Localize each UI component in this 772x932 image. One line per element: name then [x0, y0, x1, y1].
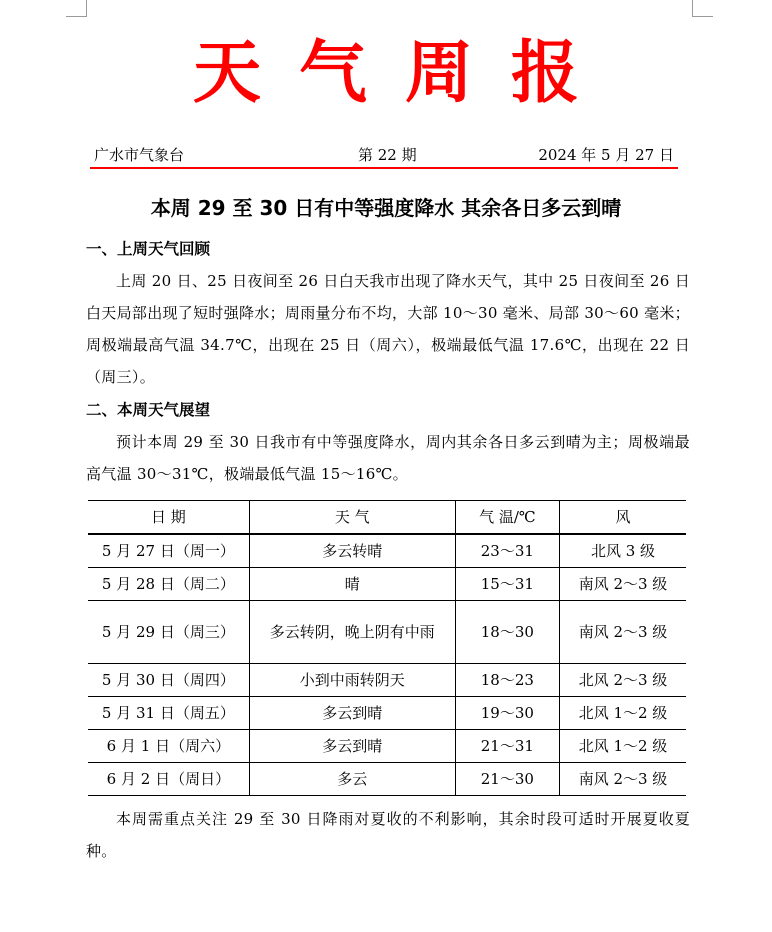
issue-number: 第 22 期: [358, 146, 417, 164]
cell-weather: 小到中雨转阴天: [249, 664, 455, 697]
review-text: 上周 20 日、25 日夜间至 26 日白天我市出现了降水天气，其中 25 日夜间至 26 日白天局部出现了短时强降水；周雨量分布不均，大部 10～30 毫米、局部 30～60 毫米；周极端最高气温 34.7℃，出现在 25 日（周六），极端最低气温 17.6℃，出现在 22 日（周三）。: [86, 272, 690, 386]
cell-weather: 多云到晴: [249, 730, 455, 763]
headline: 本周 29 至 30 日有中等强度降水 其余各日多云到晴: [150, 196, 622, 220]
table-row: [88, 697, 686, 730]
table-row: [88, 664, 686, 697]
cell-date: 5 月 27 日（周一）: [88, 534, 249, 568]
cell-temp: 23～31: [455, 534, 559, 568]
cell-temp: 19～30: [455, 697, 559, 730]
cell-weather: 多云到晴: [249, 697, 455, 730]
cell-temp: 21～31: [455, 730, 559, 763]
cell-temp: 15～31: [455, 568, 559, 601]
cell-temp: 21～30: [455, 763, 559, 796]
cell-wind: 南风 2～3 级: [560, 601, 687, 664]
cell-date: 5 月 28 日（周二）: [88, 568, 249, 601]
header-temp: 气 温/℃: [455, 501, 559, 535]
cell-weather-text: 多云转阴，晚上阴有中雨: [269, 623, 435, 641]
table-row: [88, 763, 686, 796]
crop-mark-top-left: [66, 0, 87, 17]
masthead-title: 天气周报: [192, 34, 617, 113]
cell-weather: [249, 601, 455, 664]
crop-mark-top-right: [692, 0, 713, 17]
table-row: [88, 601, 686, 664]
header-date: 日 期: [88, 501, 249, 535]
cell-weather: 多云转晴: [249, 534, 455, 568]
closing-text: 本周需重点关注 29 至 30 日降雨对夏收的不利影响，其余时段可适时开展夏收夏种。: [86, 810, 690, 860]
cell-date: 6 月 2 日（周日）: [88, 763, 249, 796]
header-weather: 天 气: [249, 501, 455, 535]
review-heading: 一、上周天气回顾: [86, 240, 211, 258]
table-row: [88, 730, 686, 763]
table-header-row: [88, 501, 686, 535]
outlook-section: [86, 394, 690, 490]
cell-weather: 晴: [249, 568, 455, 601]
review-section: [86, 233, 690, 393]
cell-weather: 多云: [249, 763, 455, 796]
outlook-heading: 二、本周天气展望: [86, 401, 211, 419]
cell-date: 5 月 31 日（周五）: [88, 697, 249, 730]
cell-date: 6 月 1 日（周六）: [88, 730, 249, 763]
cell-wind: 北风 2～3 级: [560, 664, 687, 697]
table-row: [88, 534, 686, 568]
forecast-table: [88, 500, 686, 796]
cell-wind: 北风 1～2 级: [560, 697, 687, 730]
outlook-text: 预计本周 29 至 30 日我市有中等强度降水，周内其余各日多云到晴为主；周极端最高气温 30～31℃，极端最低气温 15～16℃。: [86, 433, 690, 483]
cell-temp: 18～30: [455, 601, 559, 664]
cell-wind: 南风 2～3 级: [560, 568, 687, 601]
issuer: 广水市气象台: [94, 146, 185, 164]
cell-wind: 北风 1～2 级: [560, 730, 687, 763]
cell-wind: 南风 2～3 级: [560, 763, 687, 796]
closing-section: [86, 803, 690, 867]
cell-temp: 18～23: [455, 664, 559, 697]
issue-info-row: [90, 144, 678, 166]
cell-wind: 北风 3 级: [560, 534, 687, 568]
cell-date: 5 月 29 日（周三）: [88, 601, 249, 664]
red-divider: [90, 167, 678, 169]
issue-date: 2024 年 5 月 27 日: [538, 146, 674, 164]
table-row: [88, 568, 686, 601]
cell-date: 5 月 30 日（周四）: [88, 664, 249, 697]
header-wind: 风: [560, 501, 687, 535]
